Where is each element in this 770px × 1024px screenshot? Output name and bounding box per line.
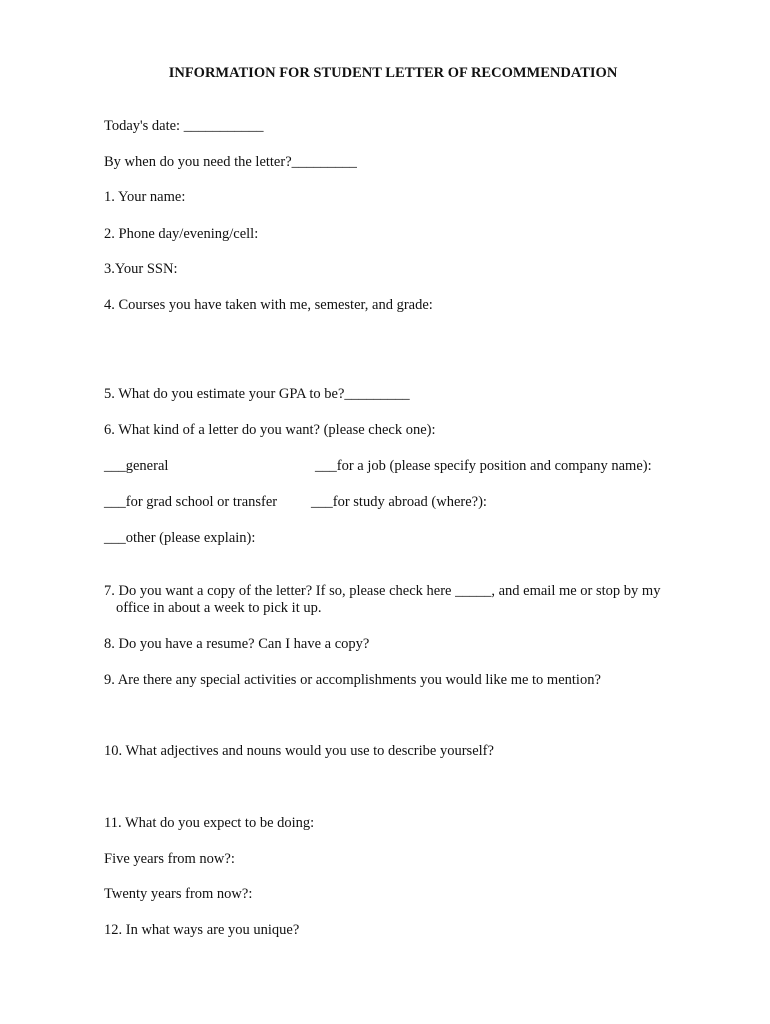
option-grad-school[interactable]: ___for grad school or transfer [104, 494, 278, 510]
question-7-copy-line1: 7. Do you want a copy of the letter? If so, please check here _____, and email me or stop by my [104, 583, 661, 599]
todays-date-field[interactable]: Today's date: ___________ [104, 118, 264, 134]
option-other[interactable]: ___other (please explain): [104, 530, 256, 546]
option-general[interactable]: ___general [104, 458, 169, 474]
question-9-activities: 9. Are there any special activities or accomplishments you would like me to mention? [104, 672, 601, 688]
twenty-years-prompt: Twenty years from now?: [104, 886, 253, 902]
question-12-unique: 12. In what ways are you unique? [104, 922, 300, 938]
option-job[interactable]: ___for a job (please specify position and company name): [315, 458, 652, 474]
question-8-resume: 8. Do you have a resume? Can I have a copy? [104, 636, 370, 652]
question-2-phone: 2. Phone day/evening/cell: [104, 226, 259, 242]
question-5-gpa[interactable]: 5. What do you estimate your GPA to be?_________ [104, 386, 410, 402]
question-7-copy-line2: office in about a week to pick it up. [116, 600, 322, 616]
question-3-ssn: 3.Your SSN: [104, 261, 178, 277]
question-4-courses: 4. Courses you have taken with me, semester, and grade: [104, 297, 433, 313]
option-study-abroad[interactable]: ___for study abroad (where?): [311, 494, 487, 510]
question-1-name: 1. Your name: [104, 189, 186, 205]
question-11-expectations: 11. What do you expect to be doing: [104, 815, 315, 831]
question-6-letter-kind: 6. What kind of a letter do you want? (please check one): [104, 422, 436, 438]
five-years-prompt: Five years from now?: [104, 851, 235, 867]
needed-by-field[interactable]: By when do you need the letter?_________ [104, 154, 357, 170]
document-title: INFORMATION FOR STUDENT LETTER OF RECOMMENDATION [168, 65, 618, 81]
question-10-adjectives: 10. What adjectives and nouns would you use to describe yourself? [104, 743, 494, 759]
